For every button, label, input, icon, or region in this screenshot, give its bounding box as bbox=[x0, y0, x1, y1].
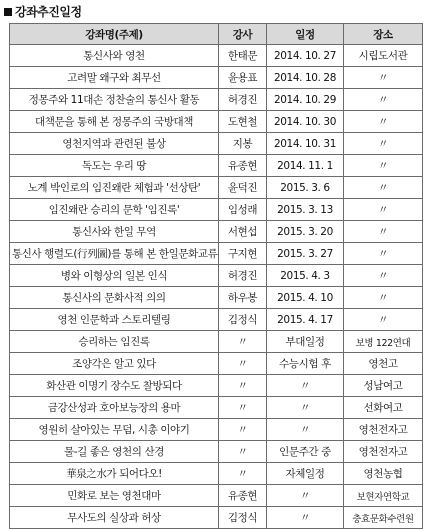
place-cell: 〃 bbox=[344, 67, 423, 89]
place-cell: 선화여고 bbox=[344, 397, 423, 419]
table-row bbox=[10, 375, 423, 397]
course-cell: 대책문을 통해 본 정몽주의 국방대책 bbox=[10, 111, 219, 133]
schedule-cell: 자체일정 bbox=[267, 463, 344, 485]
table-row bbox=[10, 353, 423, 375]
schedule-cell: 〃 bbox=[267, 507, 344, 529]
table-row bbox=[10, 177, 423, 199]
place-cell: 시립도서관 bbox=[344, 45, 423, 67]
lecturer-cell: 허경진 bbox=[219, 265, 267, 287]
course-cell: 병와 이형상의 일본 인식 bbox=[10, 265, 219, 287]
course-cell: 통신사와 한일 무역 bbox=[10, 221, 219, 243]
lecturer-cell: 윤용표 bbox=[219, 67, 267, 89]
lecturer-cell: 하우봉 bbox=[219, 287, 267, 309]
schedule-cell: 2015. 4. 10 bbox=[267, 287, 344, 309]
schedule-cell: 수능시험 후 bbox=[267, 353, 344, 375]
table-row bbox=[10, 199, 423, 221]
place-cell: 성남여고 bbox=[344, 375, 423, 397]
schedule-cell: 2014. 10. 27 bbox=[267, 45, 344, 67]
lecturer-cell: 지봉 bbox=[219, 133, 267, 155]
course-cell: 물-길 좋은 영천의 산경 bbox=[10, 441, 219, 463]
course-cell: 정몽주와 11대손 정찬술의 통신사 활동 bbox=[10, 89, 219, 111]
place-cell: 〃 bbox=[344, 89, 423, 111]
table-row bbox=[10, 287, 423, 309]
schedule-cell: 2015. 4. 3 bbox=[267, 265, 344, 287]
course-cell: 고려말 왜구와 최무선 bbox=[10, 67, 219, 89]
schedule-cell: 2014. 11. 1 bbox=[267, 155, 344, 177]
table-row bbox=[10, 309, 423, 331]
place-cell: 〃 bbox=[344, 309, 423, 331]
square-bullet-icon bbox=[4, 8, 12, 16]
schedule-table bbox=[9, 23, 423, 529]
table-row bbox=[10, 67, 423, 89]
place-cell: 보현자연학교 bbox=[344, 485, 423, 507]
place-cell: 〃 bbox=[344, 177, 423, 199]
schedule-cell: 2014. 10. 28 bbox=[267, 67, 344, 89]
table-row bbox=[10, 111, 423, 133]
place-cell: 〃 bbox=[344, 243, 423, 265]
schedule-cell: 2014. 10. 30 bbox=[267, 111, 344, 133]
place-cell: 영천농협 bbox=[344, 463, 423, 485]
course-cell: 무사도의 실상과 허상 bbox=[10, 507, 219, 529]
lecturer-cell: 임성래 bbox=[219, 199, 267, 221]
course-cell: 영원히 살아있는 무덤, 시총 이야기 bbox=[10, 419, 219, 441]
course-cell: 영천 인문학과 스토리텔링 bbox=[10, 309, 219, 331]
lecturer-cell: 〃 bbox=[219, 463, 267, 485]
lecturer-cell: 유종현 bbox=[219, 485, 267, 507]
course-cell: 독도는 우리 땅 bbox=[10, 155, 219, 177]
section-heading bbox=[4, 3, 82, 20]
lecturer-cell: 〃 bbox=[219, 331, 267, 353]
schedule-cell: 부대일정 bbox=[267, 331, 344, 353]
place-cell: 영천고 bbox=[344, 353, 423, 375]
lecturer-cell: 〃 bbox=[219, 441, 267, 463]
lecturer-cell: 서현섭 bbox=[219, 221, 267, 243]
table-row bbox=[10, 485, 423, 507]
header-course: 강좌명(주제) bbox=[10, 24, 219, 45]
schedule-cell: 2014. 10. 31 bbox=[267, 133, 344, 155]
table-row bbox=[10, 45, 423, 67]
table-row bbox=[10, 221, 423, 243]
place-cell: 〃 bbox=[344, 265, 423, 287]
place-cell: 〃 bbox=[344, 199, 423, 221]
table-row bbox=[10, 155, 423, 177]
header-place: 장소 bbox=[344, 24, 423, 45]
place-cell: 〃 bbox=[344, 111, 423, 133]
place-cell: 영천전자고 bbox=[344, 419, 423, 441]
table-row bbox=[10, 133, 423, 155]
place-cell: 영천전자고 bbox=[344, 441, 423, 463]
schedule-cell: 2015. 4. 17 bbox=[267, 309, 344, 331]
course-cell: 금강산성과 호아보능장의 용마 bbox=[10, 397, 219, 419]
table-row bbox=[10, 265, 423, 287]
schedule-cell: 인문주간 중 bbox=[267, 441, 344, 463]
schedule-cell: 2015. 3. 6 bbox=[267, 177, 344, 199]
schedule-cell: 〃 bbox=[267, 375, 344, 397]
course-cell: 임진왜란 승리의 문학 '임진록' bbox=[10, 199, 219, 221]
course-cell: 승리하는 임진록 bbox=[10, 331, 219, 353]
table-row bbox=[10, 397, 423, 419]
table-row bbox=[10, 243, 423, 265]
lecturer-cell: 구지현 bbox=[219, 243, 267, 265]
lecturer-cell: 〃 bbox=[219, 419, 267, 441]
schedule-cell: 〃 bbox=[267, 485, 344, 507]
course-cell: 민화로 보는 영천대마 bbox=[10, 485, 219, 507]
lecturer-cell: 허경진 bbox=[219, 89, 267, 111]
place-cell: 〃 bbox=[344, 287, 423, 309]
course-cell: 조양각은 알고 있다 bbox=[10, 353, 219, 375]
lecturer-cell: 윤덕진 bbox=[219, 177, 267, 199]
section-heading-text: 강좌추진일정 bbox=[15, 5, 82, 19]
schedule-cell: 2014. 10. 29 bbox=[267, 89, 344, 111]
place-cell: 〃 bbox=[344, 221, 423, 243]
schedule-cell: 2015. 3. 27 bbox=[267, 243, 344, 265]
table-row bbox=[10, 331, 423, 353]
table-row bbox=[10, 463, 423, 485]
header-lecturer: 강사 bbox=[219, 24, 267, 45]
lecturer-cell: 〃 bbox=[219, 397, 267, 419]
table-header-row bbox=[10, 24, 423, 45]
place-cell: 보병 122연대 bbox=[344, 331, 423, 353]
header-schedule: 일정 bbox=[267, 24, 344, 45]
place-cell: 〃 bbox=[344, 133, 423, 155]
place-cell: 〃 bbox=[344, 155, 423, 177]
course-cell: 통신사의 문화사적 의의 bbox=[10, 287, 219, 309]
schedule-cell: 2015. 3. 20 bbox=[267, 221, 344, 243]
lecturer-cell: 한태문 bbox=[219, 45, 267, 67]
lecturer-cell: 〃 bbox=[219, 375, 267, 397]
table-row bbox=[10, 507, 423, 529]
course-cell: 통신사와 영천 bbox=[10, 45, 219, 67]
place-cell: 충효문화수련원 bbox=[344, 507, 423, 529]
lecturer-cell: 김정식 bbox=[219, 507, 267, 529]
lecturer-cell: 유종현 bbox=[219, 155, 267, 177]
course-cell: 노계 박인로의 임진왜란 체험과 '선상탄' bbox=[10, 177, 219, 199]
course-cell: 영천지역과 관련된 불상 bbox=[10, 133, 219, 155]
table-row bbox=[10, 419, 423, 441]
table-row bbox=[10, 441, 423, 463]
schedule-cell: 〃 bbox=[267, 397, 344, 419]
course-cell: 화산관 이명기 장수도 찰방되다 bbox=[10, 375, 219, 397]
schedule-cell: 〃 bbox=[267, 419, 344, 441]
lecturer-cell: 〃 bbox=[219, 353, 267, 375]
lecturer-cell: 김정식 bbox=[219, 309, 267, 331]
course-cell: 華泉之水가 되어다오! bbox=[10, 463, 219, 485]
lecturer-cell: 도현철 bbox=[219, 111, 267, 133]
schedule-cell: 2015. 3. 13 bbox=[267, 199, 344, 221]
course-cell: 통신사 행렬도(行列圖)를 통해 본 한일문화교류 bbox=[10, 243, 219, 265]
table-row bbox=[10, 89, 423, 111]
